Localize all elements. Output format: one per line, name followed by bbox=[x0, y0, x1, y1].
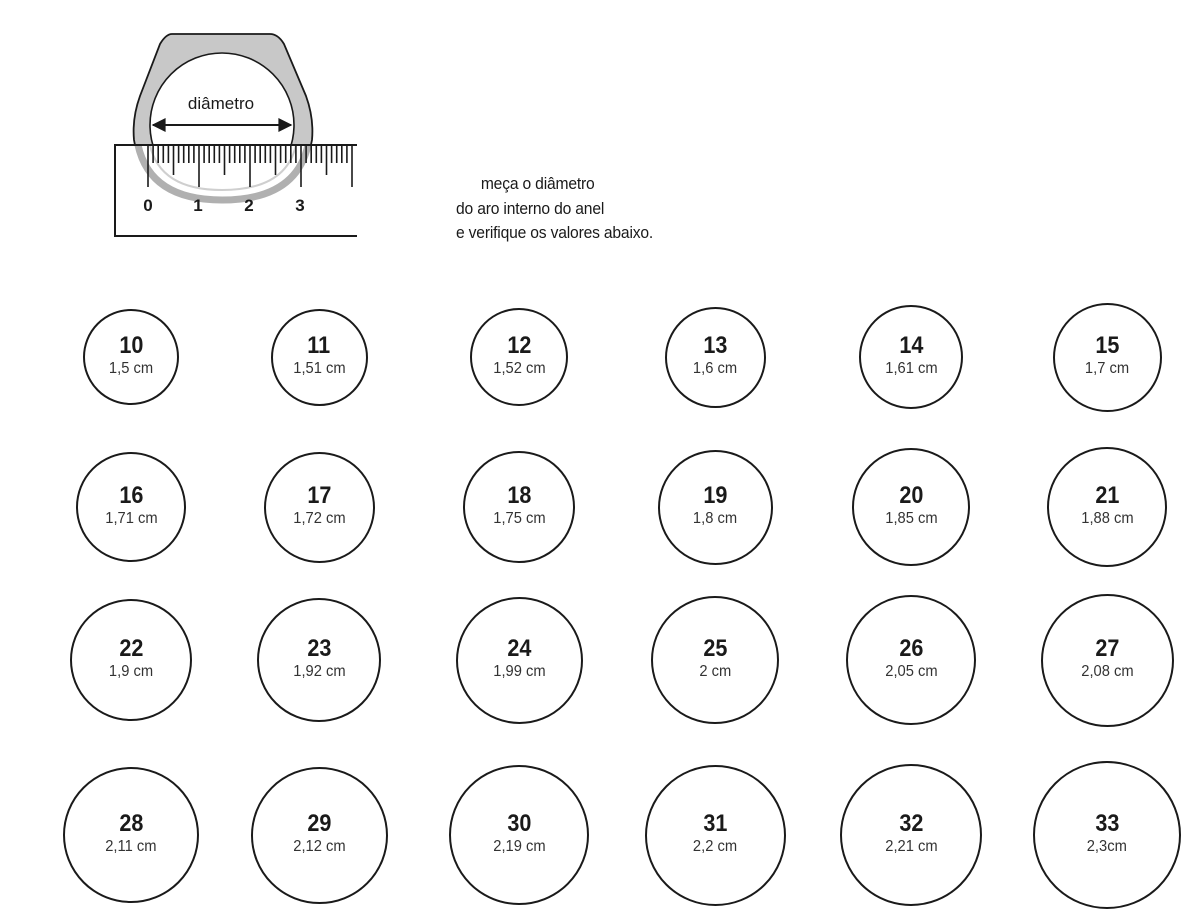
ring-size-number: 14 bbox=[898, 332, 924, 359]
ring-size-30 bbox=[449, 765, 589, 905]
ring-size-25 bbox=[651, 596, 779, 724]
ring-size-22 bbox=[70, 599, 192, 721]
ring-diameter-value: 1,72 cm bbox=[292, 510, 346, 527]
ring-size-number: 24 bbox=[506, 635, 532, 662]
ring-size-number: 33 bbox=[1094, 810, 1120, 837]
ring-diameter-value: 1,61 cm bbox=[884, 360, 938, 377]
ring-size-number: 11 bbox=[307, 332, 331, 359]
ring-size-32 bbox=[840, 764, 982, 906]
ring-diameter-value: 1,75 cm bbox=[492, 510, 546, 527]
ring-size-21 bbox=[1047, 447, 1167, 567]
ring-size-27 bbox=[1041, 594, 1174, 727]
ring-diameter-value: 1,51 cm bbox=[292, 360, 346, 377]
ring-size-number: 10 bbox=[118, 332, 144, 359]
ring-diameter-value: 2,11 cm bbox=[105, 838, 157, 855]
ring-size-number: 32 bbox=[898, 810, 924, 837]
ring-size-number: 27 bbox=[1094, 635, 1120, 662]
ring-size-28 bbox=[63, 767, 199, 903]
ring-size-number: 31 bbox=[702, 810, 728, 837]
ruler-number-0: 0 bbox=[143, 196, 153, 215]
ruler-number-2: 2 bbox=[244, 196, 254, 215]
ring-size-number: 15 bbox=[1094, 332, 1120, 359]
ring-diameter-value: 2,21 cm bbox=[884, 838, 938, 855]
ruler bbox=[114, 145, 359, 237]
ring-size-number: 22 bbox=[118, 635, 144, 662]
ring-size-12 bbox=[470, 308, 568, 406]
ring-size-20 bbox=[852, 448, 970, 566]
ring-size-26 bbox=[846, 595, 976, 725]
ring-size-11 bbox=[271, 309, 368, 406]
ring-size-number: 30 bbox=[506, 810, 532, 837]
ring-size-number: 16 bbox=[118, 482, 144, 509]
ring-size-18 bbox=[463, 451, 575, 563]
ring-size-number: 26 bbox=[898, 635, 924, 662]
ring-size-16 bbox=[76, 452, 186, 562]
ring-diameter-value: 1,5 cm bbox=[108, 360, 154, 377]
instructions-line-2: do aro interno do anel bbox=[456, 198, 605, 218]
ring-size-24 bbox=[456, 597, 583, 724]
ring-diameter-value: 1,8 cm bbox=[692, 510, 738, 527]
ring-diameter-value: 2,12 cm bbox=[292, 838, 346, 855]
diameter-label: diâmetro bbox=[187, 94, 255, 113]
ring-size-number: 13 bbox=[702, 332, 728, 359]
instructions-line-1: meça o diâmetro bbox=[480, 174, 595, 193]
ring-size-number: 23 bbox=[306, 635, 332, 662]
ring-size-14 bbox=[859, 305, 963, 409]
instructions-text bbox=[456, 172, 653, 246]
ruler-number-3: 3 bbox=[295, 196, 305, 215]
instructions-line-3: e verifique os valores abaixo. bbox=[456, 223, 654, 242]
ring-diameter-value: 2,08 cm bbox=[1080, 663, 1134, 680]
ring-size-19 bbox=[658, 450, 773, 565]
ring-diameter-value: 1,92 cm bbox=[292, 663, 346, 680]
ring-diameter-value: 2,05 cm bbox=[884, 663, 938, 680]
ring-size-31 bbox=[645, 765, 786, 906]
ring-size-number: 19 bbox=[702, 482, 728, 509]
ring-diameter-value: 1,6 cm bbox=[692, 360, 738, 377]
ring-size-number: 25 bbox=[702, 635, 728, 662]
ring-diameter-value: 1,7 cm bbox=[1084, 360, 1130, 377]
ring-size-number: 28 bbox=[118, 810, 144, 837]
ring-diameter-value: 2 cm bbox=[699, 663, 731, 680]
ring-diameter-value: 2,3cm bbox=[1086, 838, 1128, 855]
ring-diameter-value: 1,88 cm bbox=[1080, 510, 1134, 527]
ring-size-number: 20 bbox=[898, 482, 924, 509]
ring-size-number: 29 bbox=[306, 810, 332, 837]
ring-size-13 bbox=[665, 307, 766, 408]
ring-measurement-illustration bbox=[0, 0, 380, 250]
ring-size-33 bbox=[1033, 761, 1181, 909]
ruler-number-1: 1 bbox=[193, 196, 203, 215]
ring-size-23 bbox=[257, 598, 381, 722]
ring-size-number: 18 bbox=[506, 482, 532, 509]
ring-diameter-value: 2,2 cm bbox=[692, 838, 738, 855]
ring-size-15 bbox=[1053, 303, 1162, 412]
ring-diameter-value: 1,71 cm bbox=[104, 510, 158, 527]
ring-diameter-value: 1,52 cm bbox=[492, 360, 546, 377]
ring-size-number: 12 bbox=[506, 332, 532, 359]
ring-diameter-value: 1,99 cm bbox=[492, 663, 546, 680]
ring-diameter-value: 1,85 cm bbox=[884, 510, 938, 527]
ring-diameter-value: 1,9 cm bbox=[108, 663, 154, 680]
ring-size-29 bbox=[251, 767, 388, 904]
ring-size-17 bbox=[264, 452, 375, 563]
ring-size-number: 17 bbox=[306, 482, 332, 509]
ring-size-number: 21 bbox=[1094, 482, 1120, 509]
ring-diameter-value: 2,19 cm bbox=[492, 838, 546, 855]
ring-size-10 bbox=[83, 309, 179, 405]
